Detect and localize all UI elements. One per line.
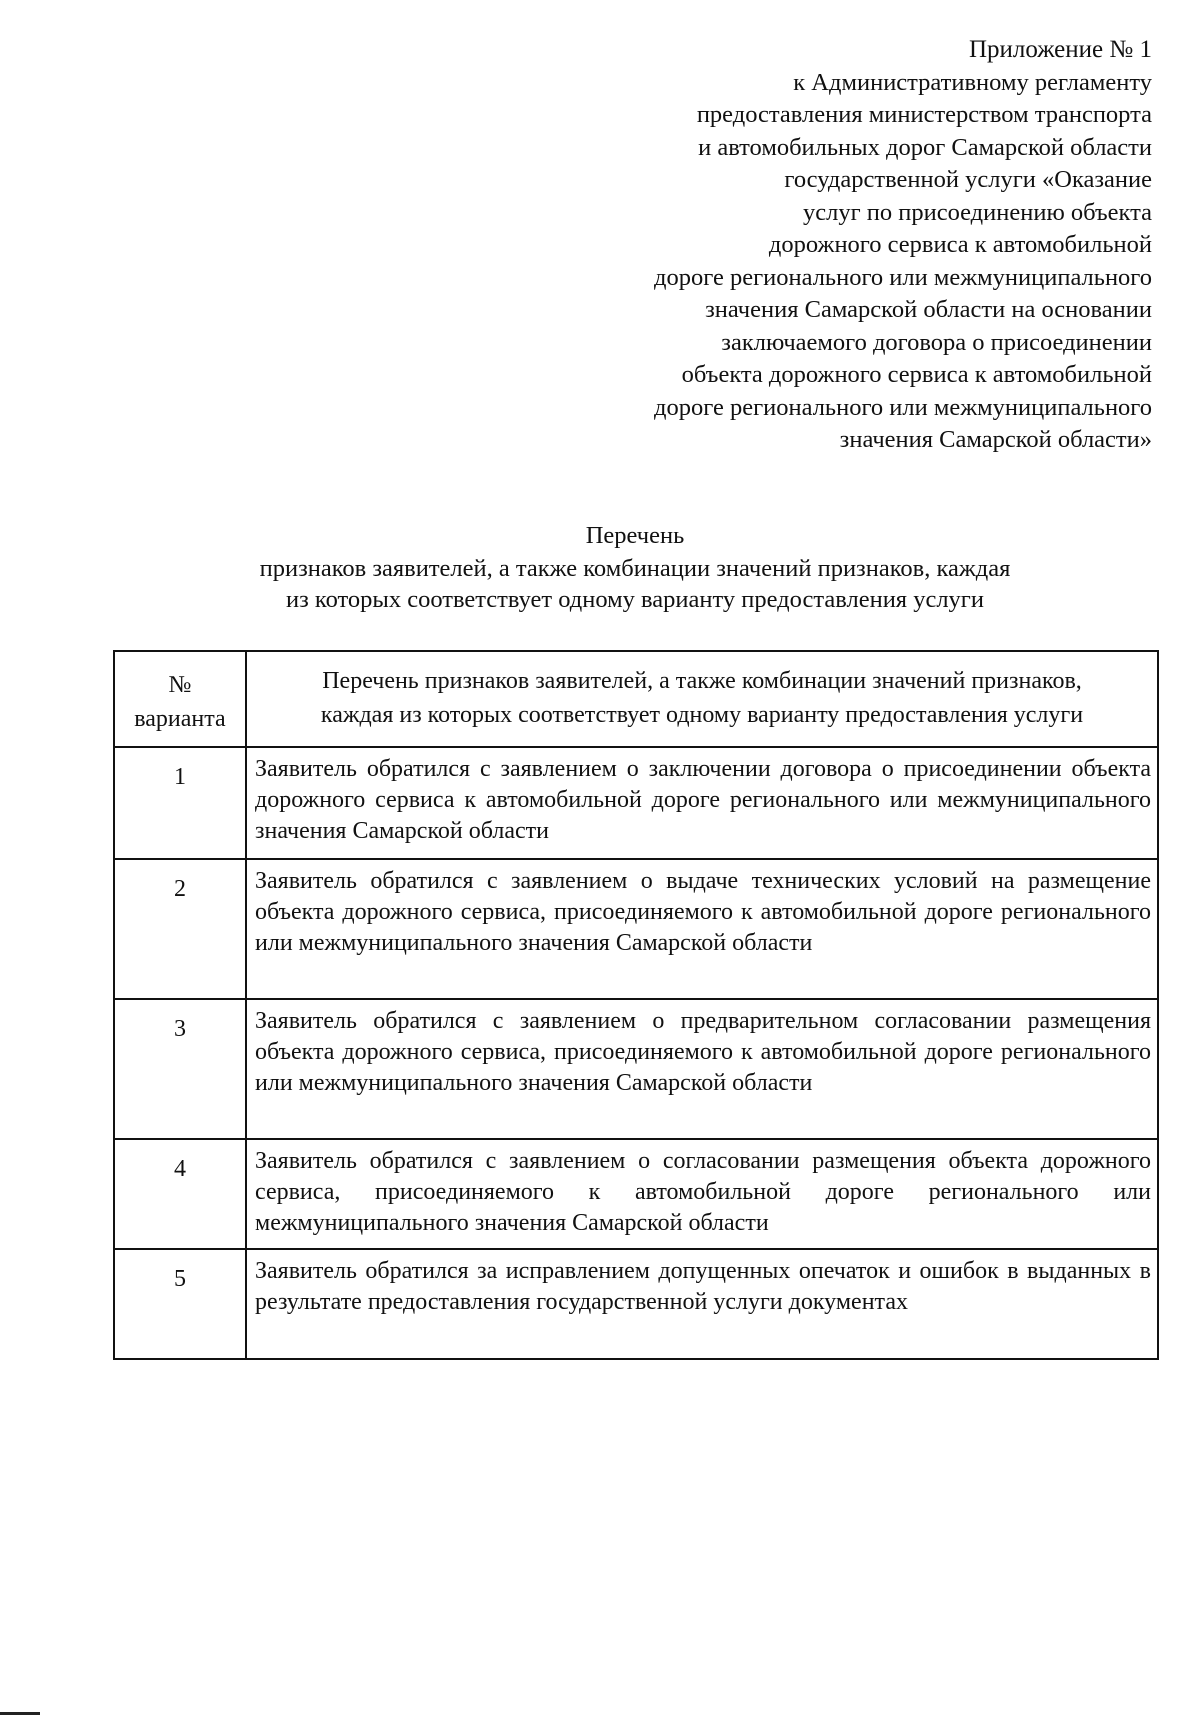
annex-line: дороге регионального или межмуниципального bbox=[654, 263, 1152, 291]
table-row bbox=[114, 1139, 1158, 1249]
annex-line: дороге регионального или межмуниципального bbox=[654, 393, 1152, 421]
variant-number: 1 bbox=[114, 747, 246, 859]
annex-line: и автомобильных дорог Самарской области bbox=[698, 133, 1152, 161]
table-row bbox=[114, 747, 1158, 859]
variant-number: 4 bbox=[114, 1139, 246, 1249]
title-main: Перечень bbox=[585, 522, 685, 549]
variant-description: Заявитель обратился с заявлением о заключении договора о присоединении объекта дорожного сервиса к автомобильной дороге регионального или межмуниципального значения Самарской области bbox=[246, 747, 1158, 859]
scan-edge-mark bbox=[0, 1712, 40, 1715]
annex-line: к Административному регламенту bbox=[793, 68, 1152, 96]
table-header-row bbox=[114, 651, 1158, 747]
header-variant-number bbox=[114, 651, 246, 747]
annex-line: объекта дорожного сервиса к автомобильной bbox=[681, 361, 1152, 388]
header-num-label: варианта bbox=[134, 706, 226, 732]
title-line: из которых соответствует одному варианту предоставления услуги bbox=[286, 586, 984, 613]
variant-description: Заявитель обратился с заявлением о согласовании размещения объекта дорожного сервиса, присоединяемого к автомобильной дороге регионального или межмуниципального значения Самарской области bbox=[246, 1139, 1158, 1249]
annex-header bbox=[512, 34, 1152, 457]
annex-line: государственной услуги «Оказание bbox=[784, 166, 1152, 193]
table-row bbox=[114, 1249, 1158, 1359]
variant-number: 2 bbox=[114, 859, 246, 999]
annex-line: предоставления министерством транспорта bbox=[696, 101, 1152, 128]
annex-line: значения Самарской области на основании bbox=[705, 296, 1152, 323]
table-row bbox=[114, 999, 1158, 1139]
variant-description: Заявитель обратился за исправлением допущенных опечаток и ошибок в выданных в результате предоставления государственной услуги документах bbox=[246, 1249, 1158, 1359]
variant-number: 3 bbox=[114, 999, 246, 1139]
table-row bbox=[114, 859, 1158, 999]
annex-line: услуг по присоединению объекта bbox=[802, 198, 1152, 226]
variant-description: Заявитель обратился с заявлением о выдаче технических условий на размещение объекта дорожного сервиса, присоединяемого к автомобильной дороге регионального или межмуниципального значения Самарской области bbox=[246, 859, 1158, 999]
header-description: Перечень признаков заявителей, а также комбинации значений признаков, каждая из которых соответствует одному варианту предоставления услуги bbox=[246, 651, 1158, 747]
variants-table bbox=[113, 650, 1159, 1360]
document-title bbox=[110, 520, 1160, 615]
variant-number: 5 bbox=[114, 1249, 246, 1359]
annex-title: Приложение № 1 bbox=[968, 36, 1152, 63]
annex-line: заключаемого договора о присоединении bbox=[721, 328, 1152, 356]
annex-line: значения Самарской области» bbox=[839, 426, 1152, 453]
title-line: признаков заявителей, а также комбинации значений признаков, каждая bbox=[259, 555, 1011, 582]
variant-description: Заявитель обратился с заявлением о предварительном согласовании размещения объекта дорожного сервиса, присоединяемого к автомобильной дороге регионального или межмуниципального значения Самарской области bbox=[246, 999, 1158, 1139]
header-num-symbol: № bbox=[168, 672, 192, 698]
annex-line: дорожного сервиса к автомобильной bbox=[768, 231, 1152, 258]
